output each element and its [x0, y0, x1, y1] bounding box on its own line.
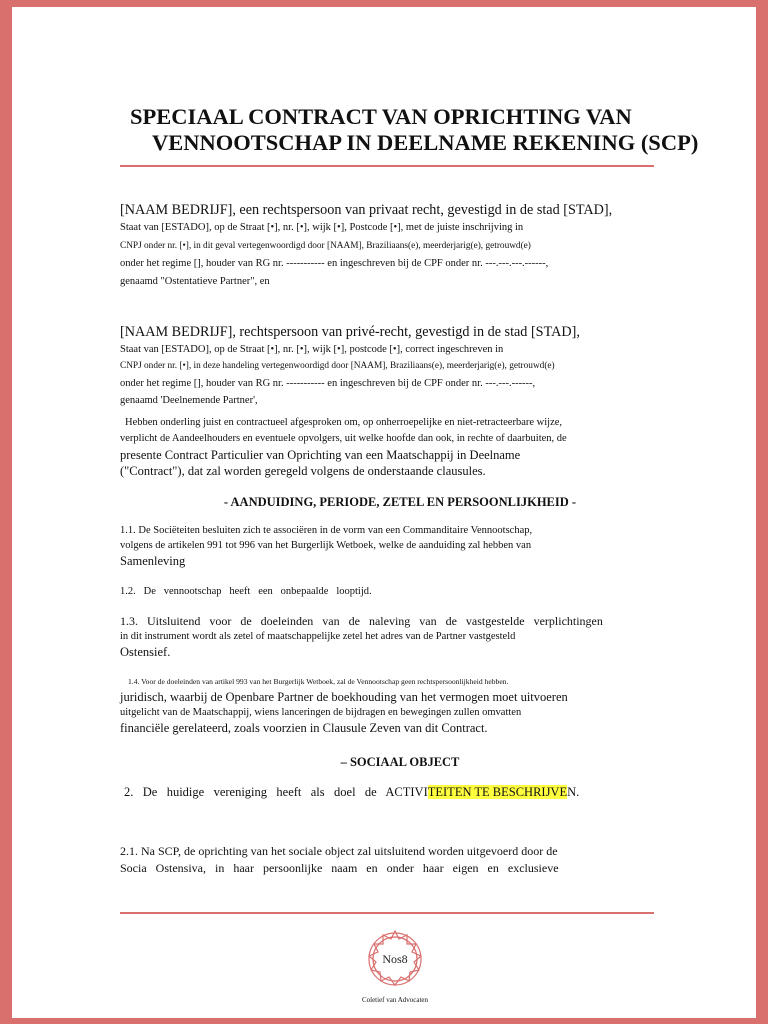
- logo-text: Nos8: [382, 952, 408, 966]
- title-line-2: VENNOOTSCHAP IN DEELNAME REKENING (SCP): [152, 130, 699, 155]
- party-1-line: Staat van [ESTADO], op de Straat [•], nr. [•], wijk [•], Postcode [•], met de juiste inschrijving in: [120, 222, 524, 233]
- clause-1-4: [120, 675, 750, 736]
- clause-2-1: [120, 843, 670, 877]
- logo-rosette-icon: [363, 927, 427, 991]
- clause-line: volgens de artikelen 991 tot 996 van het Burgerlijk Wetboek, welke de aanduiding zal hebben van: [120, 540, 532, 551]
- party-1-line: genaamd "Ostentatieve Partner", en: [120, 276, 270, 287]
- title-line-1: SPECIAAL CONTRACT VAN OPRICHTING VAN: [130, 104, 632, 129]
- footer-divider: [120, 912, 654, 914]
- party-2-line: [NAAM BEDRIJF], rechtspersoon van privé-recht, gevestigd in de stad [STAD],: [120, 324, 580, 340]
- clause-line: 1.3. Uitsluitend voor de doeleinden van de naleving van de vastgestelde verplichtingen: [120, 614, 603, 628]
- section-heading-social-object: – SOCIAAL OBJECT: [340, 755, 460, 769]
- party-2-line: onder het regime [], houder van RG nr. ----------- en ingeschreven bij de CPF onder nr. ---.---.------,: [120, 378, 536, 389]
- clause-line: Samenleving: [120, 554, 186, 568]
- party-1-line: onder het regime [], houder van RG nr. ----------- en ingeschreven bij de CPF onder nr. ---.---.---.------,: [120, 258, 549, 269]
- party-2-paragraph: [120, 324, 640, 409]
- clause-line: financiële gerelateerd, zoals voorzien in Clausule Zeven van dit Contract.: [120, 721, 488, 735]
- clause-2-highlight: TEITEN TE BESCHRIJVE: [427, 785, 568, 799]
- clause-line: 1.1. De Sociëteiten besluiten zich te associëren in de vorm van een Commanditaire Vennootschap,: [120, 525, 533, 536]
- party-2-line: Staat van [ESTADO], op de Straat [•], nr. [•], wijk [•], postcode [•], correct ingeschreven in: [120, 344, 504, 355]
- section-heading-designation: - AANDUIDING, PERIODE, ZETEL EN PERSOONLIJKHEID -: [223, 495, 577, 509]
- clause-1-1: [120, 523, 630, 570]
- logo-tagline: Coletief van Advocaten: [361, 996, 429, 1004]
- party-2-line: genaamd 'Deelnemende Partner',: [120, 395, 258, 406]
- clause-2-text: 2. De huidige vereniging heeft als doel de ACTIVI: [124, 785, 428, 799]
- clause-2-text-end: N.: [567, 785, 580, 799]
- clause-line: uitgelicht van de Maatschappij, wiens lanceringen de bijdragen en bewegingen zullen omvatten: [120, 707, 522, 718]
- top-divider: [120, 165, 654, 167]
- clause-line: Socia Ostensiva, in haar persoonlijke naam en onder haar eigen en exclusieve: [120, 861, 559, 875]
- preamble-line: Hebben onderling juist en contractueel afgesproken om, op onherroepelijke en niet-retracteerbare wijze,: [125, 417, 563, 428]
- clause-1-3: [120, 613, 740, 660]
- clause-line: in dit instrument wordt als zetel of maatschappelijke zetel het adres van de Partner vastgesteld: [120, 631, 516, 642]
- party-1-paragraph: [120, 201, 640, 291]
- preamble-line: presente Contract Particulier van Oprichting van een Maatschappij in Deelname: [120, 448, 521, 462]
- clause-1-2: 1.2. De vennootschap heeft een onbepaalde looptijd.: [120, 586, 372, 597]
- clause-2: [124, 784, 684, 800]
- clause-line: 2.1. Na SCP, de oprichting van het sociale object zal uitsluitend worden uitgevoerd door de: [120, 844, 558, 858]
- party-1-line: [NAAM BEDRIJF], een rechtspersoon van privaat recht, gevestigd in de stad [STAD],: [120, 202, 613, 218]
- preamble-line: verplicht de Aandeelhouders en eventuele opvolgers, uit welke hoofde dan ook, in rechte of daarbuiten, de: [120, 433, 567, 444]
- preamble-line: ("Contract"), dat zal worden geregeld volgens de onderstaande clausules.: [120, 464, 486, 478]
- clause-line: 1.4. Voor de doeleinden van artikel 993 van het Burgerlijk Wetboek, zal de Vennootschap geen rechtspersoonlijkheid hebben.: [128, 677, 509, 686]
- clause-line: Ostensief.: [120, 645, 171, 659]
- party-1-line: CNPJ onder nr. [•], in dit geval vertegenwoordigd door [NAAM], Braziliaans(e), meerderjarig(e), getrouwd(e): [120, 241, 531, 251]
- preamble-paragraph: [120, 415, 630, 479]
- party-2-line: CNPJ onder nr. [•], in deze handeling vertegenwoordigd door [NAAM], Braziliaans(e), meerderjarig(e), getrouwd(e): [120, 361, 555, 371]
- document-title: [130, 104, 710, 156]
- clause-line: juridisch, waarbij de Openbare Partner de boekhouding van het vermogen moet uitvoeren: [120, 690, 568, 704]
- footer-logo: [352, 927, 438, 1004]
